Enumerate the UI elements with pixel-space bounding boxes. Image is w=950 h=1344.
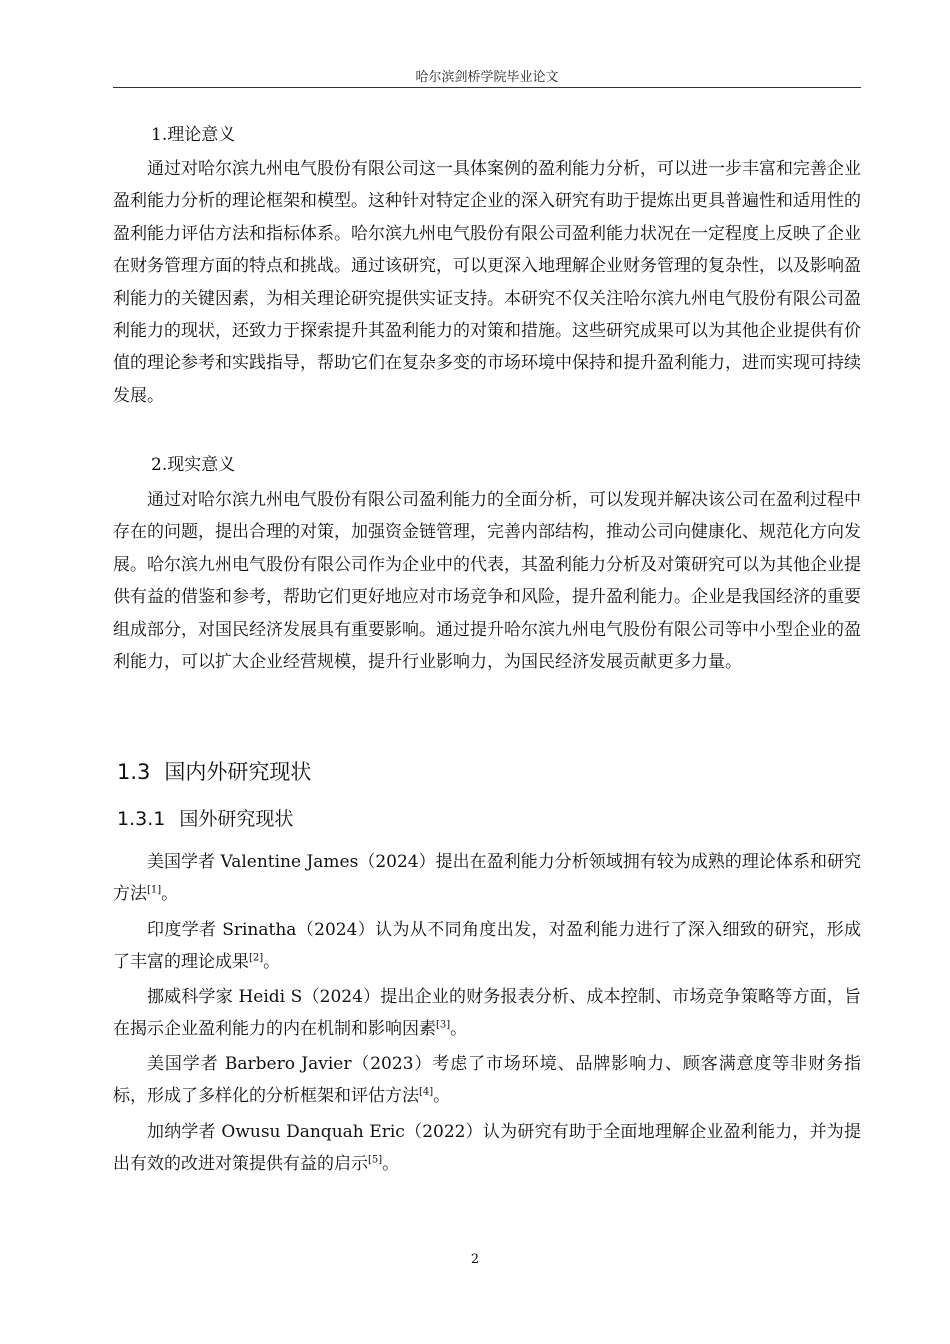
section-heading-1-3	[117, 757, 311, 787]
citation-marker: [4]	[419, 1086, 434, 1098]
section-number: 1.3	[117, 760, 151, 784]
paragraph-theory: 通过对哈尔滨九州电气股份有限公司这一具体案例的盈利能力分析，可以进一步丰富和完善企业盈利能力分析的理论框架和模型。这种针对特定企业的深入研究有助于提炼出更具普遍性和适用性的盈利能力评估方法和指标体系。哈尔滨九州电气股份有限公司盈利能力状况在一定程度上反映了企业在财务管理方面的特点和挑战。通过该研究，可以更深入地理解企业财务管理的复杂性，以及影响盈利能力的关键因素，为相关理论研究提供实证支持。本研究不仅关注哈尔滨九州电气股份有限公司盈利能力的现状，还致力于探索提升其盈利能力的对策和措施。这些研究成果可以为其他企业提供有价值的理论参考和实践指导，帮助它们在复杂多变的市场环境中保持和提升盈利能力，进而实现可持续发展。	[113, 159, 861, 406]
subsection-title: 国外研究现状	[179, 808, 294, 830]
subsection-title-theory: 1.理论意义	[151, 125, 236, 145]
section-title: 国内外研究现状	[164, 760, 312, 784]
page-number: 2	[470, 1252, 480, 1267]
reference-paragraph-3: 挪威科学家 Heidi S（2024）提出企业的财务报表分析、成本控制、市场竞争策略等方面，旨在揭示企业盈利能力的内在机制和影响因素[3]。	[113, 987, 861, 1040]
paragraph-practice: 通过对哈尔滨九州电气股份有限公司盈利能力的全面分析，可以发现并解决该公司在盈利过程中存在的问题，提出合理的对策，加强资金链管理，完善内部结构，推动公司向健康化、规范化方向发展。哈尔滨九州电气股份有限公司作为企业中的代表，其盈利能力分析及对策研究可以为其他企业提供有益的借鉴和参考，帮助它们更好地应对市场竞争和风险，提升盈利能力。企业是我国经济的重要组成部分，对国民经济发展具有重要影响。通过提升哈尔滨九州电气股份有限公司等中小型企业的盈利能力，可以扩大企业经营规模，提升行业影响力，为国民经济发展贡献更多力量。	[113, 490, 861, 673]
running-header: 哈尔滨剑桥学院毕业论文	[415, 70, 559, 85]
citation-marker: [3]	[436, 1019, 451, 1031]
subsection-number: 1.3.1	[117, 808, 166, 830]
citation-marker: [2]	[249, 952, 264, 964]
reference-paragraph-4: 美国学者 Barbero Javier（2023）考虑了市场环境、品牌影响力、顾客满意度等非财务指标，形成了多样化的分析框架和评估方法[4]。	[113, 1054, 861, 1107]
subsection-title-practice: 2.现实意义	[151, 455, 236, 475]
citation-marker: [1]	[147, 884, 162, 896]
subsection-heading-1-3-1	[117, 805, 293, 833]
reference-paragraph-1: 美国学者 Valentine James（2024）提出在盈利能力分析领域拥有较为成熟的理论体系和研究方法[1]。	[113, 852, 861, 905]
reference-paragraph-2: 印度学者 Srinatha（2024）认为从不同角度出发，对盈利能力进行了深入细致的研究，形成了丰富的理论成果[2]。	[113, 920, 861, 973]
header-divider	[113, 87, 861, 88]
reference-paragraph-5: 加纳学者 Owusu Danquah Eric（2022）认为研究有助于全面地理解企业盈利能力，并为提出有效的改进对策提供有益的启示[5]。	[113, 1122, 861, 1175]
citation-marker: [5]	[368, 1154, 383, 1166]
